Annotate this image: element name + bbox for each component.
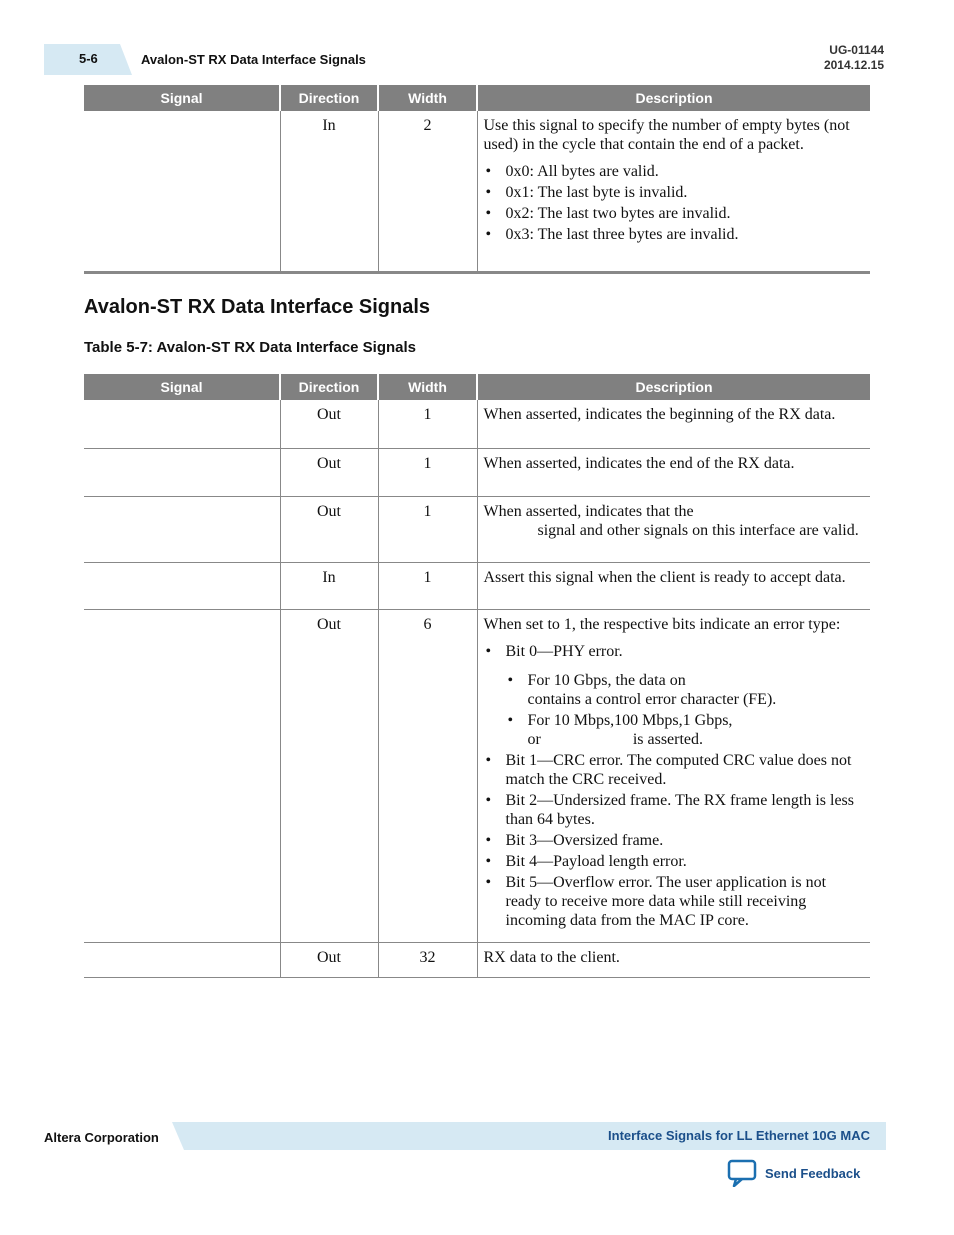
section-heading: Avalon-ST RX Data Interface Signals: [84, 296, 431, 318]
signal-cell: [84, 400, 280, 448]
col-description: Description: [477, 85, 870, 111]
width-cell: 6: [378, 609, 477, 942]
bit-label: Bit 0—PHY error.: [505, 642, 623, 660]
sub-text-or: or: [527, 730, 541, 748]
list-item: • Bit 4—Payload length error.: [506, 852, 865, 871]
direction-cell: Out: [280, 400, 378, 448]
direction-cell: Out: [280, 609, 378, 942]
table-header-row: [84, 85, 870, 111]
col-direction: Direction: [280, 374, 378, 400]
list-item: • Bit 3—Oversized frame.: [506, 831, 865, 850]
description-cell: Assert this signal when the client is ready to accept data.: [477, 562, 870, 609]
table-row: [84, 562, 870, 609]
description-cell: [477, 609, 870, 942]
list-item: • 0x2: The last two bytes are invalid.: [506, 204, 865, 223]
doc-date: 2014.12.15: [823, 58, 884, 72]
description-cell: When asserted, indicates the end of the RX data.: [477, 448, 870, 496]
value-list: [484, 162, 865, 244]
col-signal: Signal: [84, 374, 280, 400]
doc-id-block: [824, 43, 884, 73]
sub-text: • For 10 Gbps, the data on: [527, 671, 686, 689]
width-cell: 1: [378, 562, 477, 609]
col-direction: Direction: [280, 85, 378, 111]
table-row: [84, 942, 870, 977]
width-cell: 1: [378, 496, 477, 562]
description-text: signal and other signals on this interface are valid.: [537, 521, 859, 539]
signal-cell: [84, 562, 280, 609]
description-text: When asserted, indicates that the: [483, 502, 694, 520]
list-item: • Bit 2—Undersized frame. The RX frame length is less than 64 bytes.: [506, 791, 865, 829]
sub-text: [528, 730, 865, 749]
description-cell: [477, 111, 870, 273]
col-description: Description: [477, 374, 870, 400]
sub-text: contains a control error character (FE).: [527, 690, 777, 708]
list-item: • 0x0: All bytes are valid.: [506, 162, 865, 181]
table-header-row: [84, 374, 870, 400]
list-item: [528, 711, 865, 749]
signal-cell: [84, 111, 280, 273]
signal-cell: [84, 609, 280, 942]
width-cell: 1: [378, 400, 477, 448]
description-cell: [477, 496, 870, 562]
list-item: • Bit 1—CRC error. The computed CRC value does not match the CRC received.: [506, 751, 865, 789]
list-item: • Bit 5—Overflow error. The user application is not ready to receive more data while still receiving incoming data from the MAC IP core.: [506, 873, 865, 930]
sub-text-tail: is asserted.: [632, 730, 704, 748]
rx-signal-table: [84, 374, 870, 978]
footer-doc-title-link[interactable]: Interface Signals for LL Ethernet 10G MAC: [608, 1128, 870, 1143]
description-cell: RX data to the client.: [477, 942, 870, 977]
send-feedback-label: Send Feedback: [765, 1165, 861, 1181]
col-width: Width: [378, 85, 477, 111]
chat-bubble-icon: [727, 1159, 757, 1187]
table-row: [84, 496, 870, 562]
direction-cell: In: [280, 562, 378, 609]
direction-cell: Out: [280, 448, 378, 496]
sub-list: [506, 671, 865, 749]
error-bit-list: [484, 642, 865, 930]
list-item: • 0x3: The last three bytes are invalid.: [506, 225, 865, 244]
description-text: When set to 1, the respective bits indicate an error type:: [483, 615, 841, 633]
footer-company: Altera Corporation: [44, 1130, 159, 1145]
signal-cell: [84, 942, 280, 977]
sub-text: • For 10 Mbps,100 Mbps,1 Gbps,: [527, 711, 733, 729]
running-header-title: Avalon-ST RX Data Interface Signals: [141, 52, 366, 67]
width-cell: 2: [378, 111, 477, 273]
send-feedback-button[interactable]: [727, 1158, 860, 1188]
list-item: [506, 642, 865, 749]
table-row: [84, 400, 870, 448]
table-row: [84, 448, 870, 496]
description-cell: When asserted, indicates the beginning of the RX data.: [477, 400, 870, 448]
width-cell: 1: [378, 448, 477, 496]
continued-signal-table: [84, 85, 870, 274]
doc-id: UG-01144: [829, 43, 884, 57]
direction-cell: In: [280, 111, 378, 273]
table-row: [84, 609, 870, 942]
list-item: [528, 671, 865, 709]
col-width: Width: [378, 374, 477, 400]
direction-cell: Out: [280, 496, 378, 562]
col-signal: Signal: [84, 85, 280, 111]
table-caption: Table 5-7: Avalon-ST RX Data Interface Signals: [84, 339, 417, 356]
width-cell: 32: [378, 942, 477, 977]
signal-cell: [84, 448, 280, 496]
page-number: 5-6: [79, 51, 98, 66]
list-item: • 0x1: The last byte is invalid.: [506, 183, 865, 202]
signal-cell: [84, 496, 280, 562]
description-text: Use this signal to specify the number of empty bytes (not used) in the cycle that contain the end of a packet.: [483, 117, 850, 153]
direction-cell: Out: [280, 942, 378, 977]
table-row: [84, 111, 870, 273]
